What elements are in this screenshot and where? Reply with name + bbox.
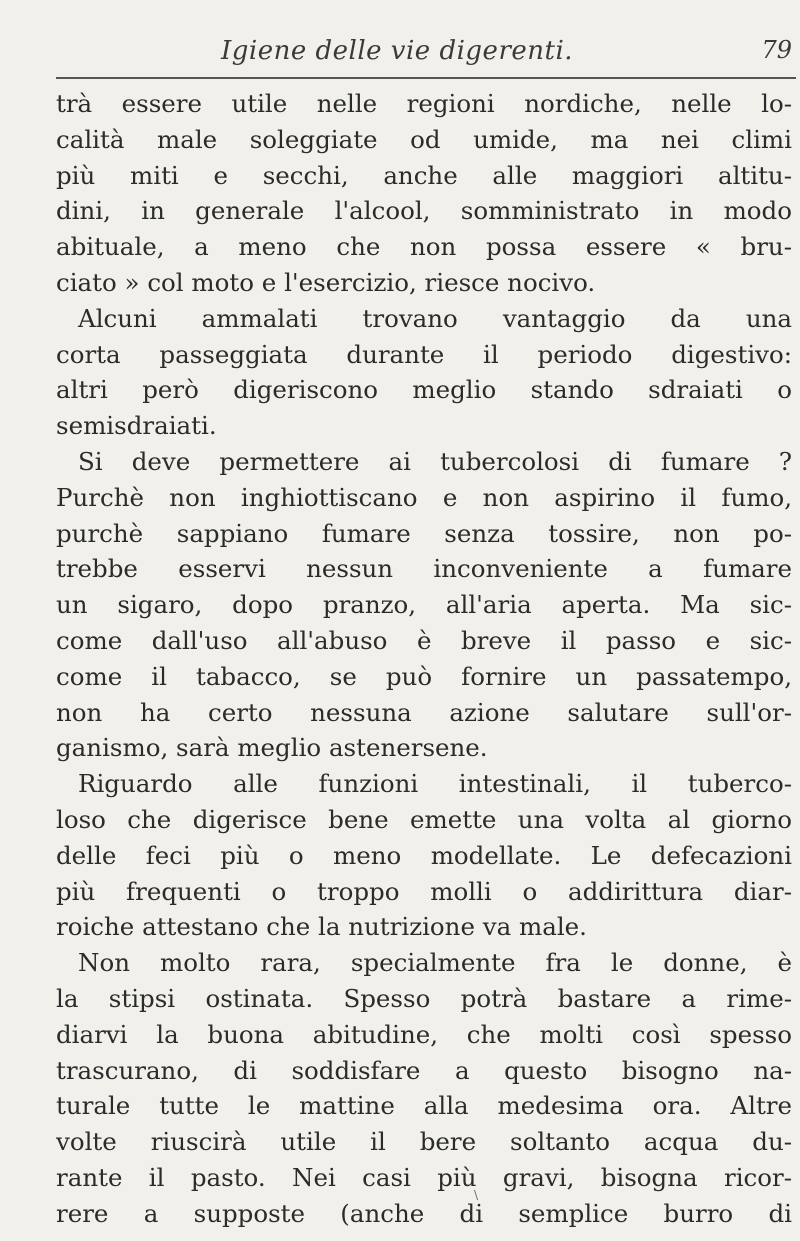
text-line: come dall'uso all'abuso è breve il passo e sic-	[56, 625, 792, 655]
header-rule	[56, 77, 796, 79]
text-line: più miti e secchi, anche alle maggiori altitu-	[56, 160, 792, 190]
text-line: dini, in generale l'alcool, somministrato in modo	[56, 196, 792, 226]
text-line: la stipsi ostinata. Spesso potrà bastare a rime-	[56, 983, 792, 1013]
text-line: non ha certo nessuna azione salutare sull'or-	[56, 697, 792, 727]
text-line: rante il pasto. Nei casi più gravi, bisogna ricor-	[56, 1162, 792, 1192]
text-line: Riguardo alle funzioni intestinali, il tuberco-	[78, 769, 792, 799]
text-line: turale tutte le mattine alla medesima ora. Altre	[56, 1091, 792, 1121]
text-line: loso che digerisce bene emette una volta al giorno	[56, 804, 792, 834]
text-line: diarvi la buona abitudine, che molti così spesso	[56, 1019, 792, 1049]
text-line: un sigaro, dopo pranzo, all'aria aperta. Ma sic-	[56, 590, 792, 620]
running-title: Igiene delle vie digerenti.	[220, 36, 574, 66]
body-text	[56, 86, 792, 1232]
text-line: più frequenti o troppo molli o addirittura diar-	[56, 876, 792, 906]
text-line: Si deve permettere ai tubercolosi di fumare ?	[78, 446, 792, 476]
text-line: trà essere utile nelle regioni nordiche, nelle lo-	[56, 89, 792, 118]
text-line: Purchè non inghiottiscano e non aspirino il fumo,	[56, 482, 792, 512]
page-number: 79	[761, 36, 792, 64]
text-line: purchè sappiano fumare senza tossire, non po-	[56, 518, 792, 548]
text-line: roiche attestano che la nutrizione va male.	[56, 912, 587, 942]
text-line: ciato » col moto e l'esercizio, riesce nocivo.	[56, 267, 596, 297]
text-line: calità male soleggiate od umide, ma nei climi	[56, 124, 792, 154]
text-line: altri però digeriscono meglio stando sdraiati o	[56, 375, 792, 405]
text-line: corta passeggiata durante il periodo digestivo:	[56, 339, 792, 369]
text-line: abituale, a meno che non possa essere « bru-	[56, 232, 792, 262]
text-line: delle feci più o meno modellate. Le defecazioni	[56, 840, 792, 870]
text-line: volte riuscirà utile il bere soltanto acqua du-	[56, 1127, 792, 1157]
text-line: ganismo, sarà meglio astenersene.	[56, 733, 488, 763]
running-head	[56, 36, 796, 76]
text-line: Alcuni ammalati trovano vantaggio da una	[78, 303, 792, 333]
text-line: rere a supposte (anche di semplice burro di	[56, 1198, 792, 1228]
text-line: come il tabacco, se può fornire un passatempo,	[56, 661, 792, 691]
text-line: trascurano, di soddisfare a questo bisogno na-	[56, 1055, 792, 1085]
text-line: Non molto rara, specialmente fra le donne, è	[78, 948, 792, 978]
text-line: trebbe esservi nessun inconveniente a fumare	[56, 554, 792, 584]
text-line: semisdraiati.	[56, 411, 217, 441]
footer-mark: \	[474, 1188, 479, 1202]
